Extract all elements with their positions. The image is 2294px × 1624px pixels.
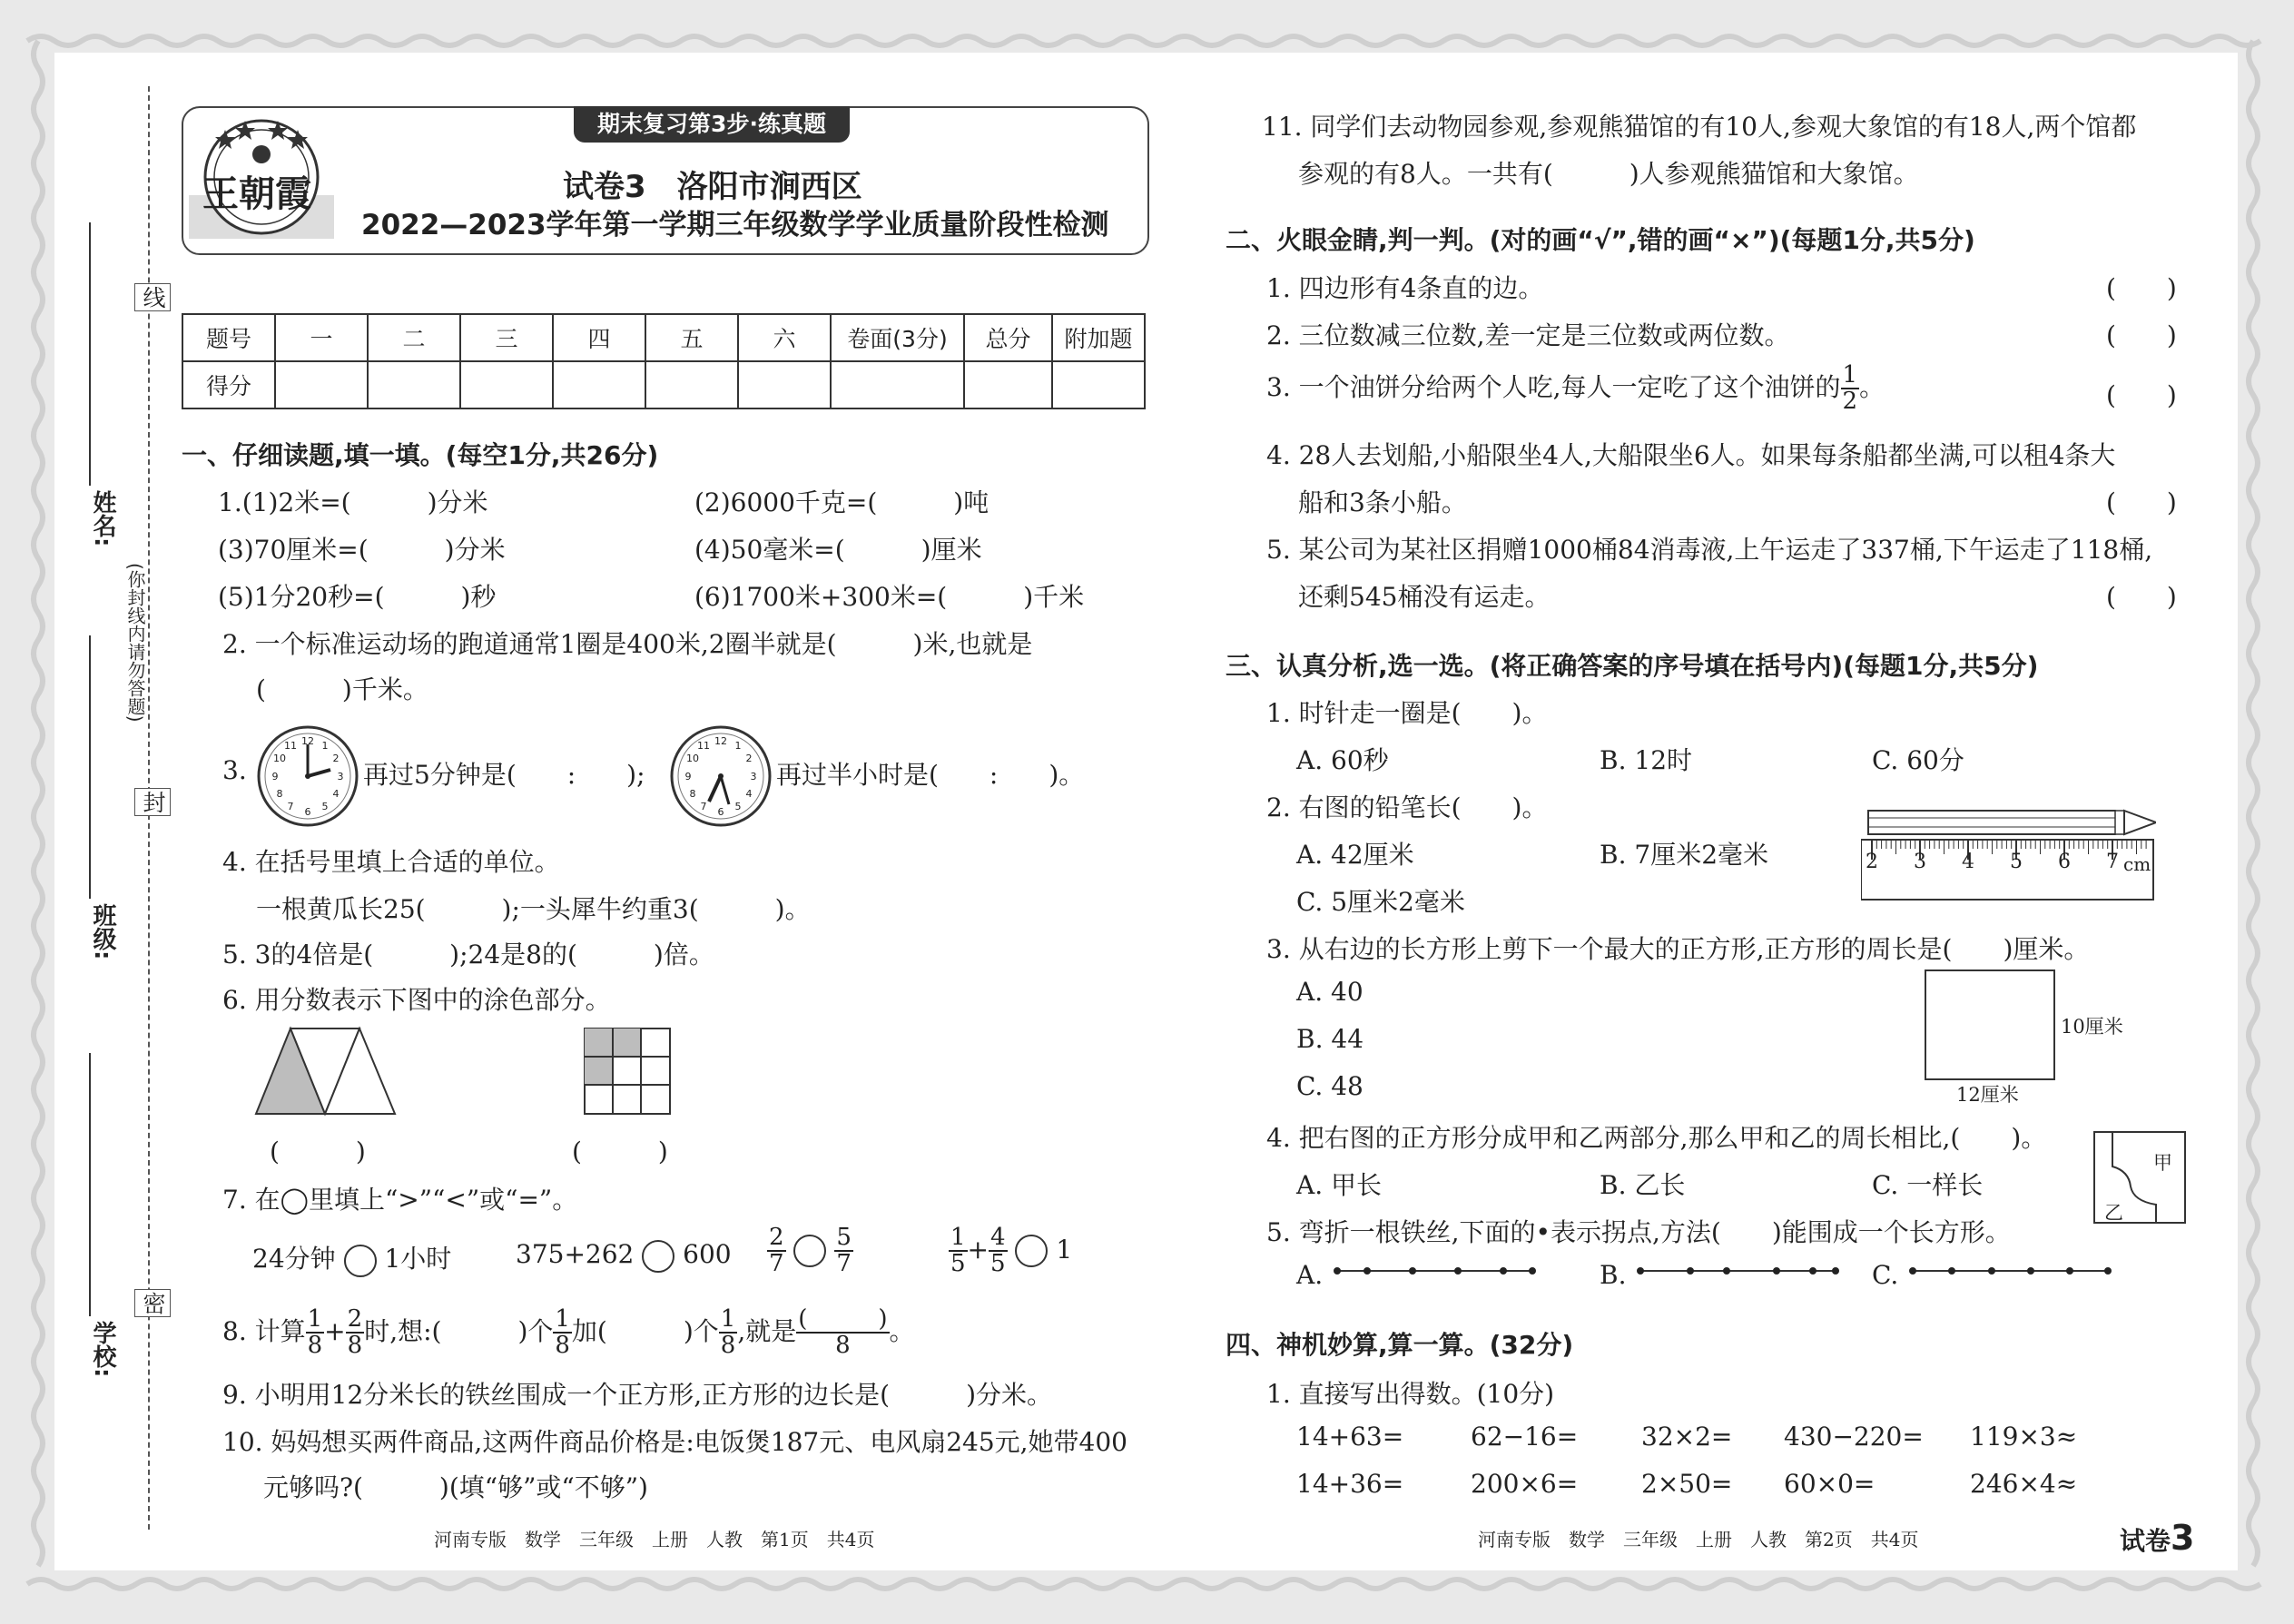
fraction: $\frac{2}{8}$ [347, 1305, 363, 1360]
ruler-label: 2 [1866, 851, 1878, 873]
gutter-mi: 密 [134, 1289, 171, 1317]
s1-q8-a: 8. 计算 [222, 1315, 306, 1346]
s1-q8-d: ,就是 [737, 1315, 797, 1346]
calc-item: 200×6= [1471, 1469, 1579, 1499]
svg-text:2: 2 [745, 753, 753, 764]
s1-q10-line2: 元够吗?( )(填“够”或“不够”) [263, 1472, 648, 1502]
s1-q4-body: 一根黄瓜长25( );一头犀牛约重3( )。 [256, 894, 811, 924]
s1-q7-c [767, 1225, 853, 1277]
svg-text:1: 1 [734, 740, 742, 752]
answer-paren[interactable]: ( ) [2106, 273, 2177, 303]
s1-q7-a [252, 1239, 451, 1277]
s3-q4-a: A. 甲长 [1296, 1170, 1383, 1200]
fraction: $\frac{1}{8}$ [307, 1305, 323, 1360]
s1-q6-blank-a: ( ) [270, 1137, 366, 1166]
clock-b-icon [669, 724, 773, 829]
s1-q1-f: (6)1700米+300米=( )千米 [694, 582, 1085, 612]
svg-text:5: 5 [734, 801, 742, 812]
s1-q8 [222, 1307, 915, 1359]
school-label: 学校: [89, 1321, 116, 1378]
calc-item: 14+36= [1296, 1469, 1404, 1499]
ruler-label: 7 [2106, 851, 2119, 873]
fraction: $\frac{1}{8}$ [720, 1305, 736, 1360]
section1-title: 一、仔细读题,填一填。(每空1分,共26分) [182, 440, 659, 470]
s1-q7-d-right: 1 [1056, 1234, 1073, 1265]
score-row-label: 得分 [182, 361, 275, 408]
name-line [89, 222, 91, 486]
score-header-cell: 四 [553, 314, 645, 361]
s1-q7-b-left: 375+262 [516, 1239, 635, 1269]
wire-option-a [1333, 1262, 1537, 1280]
wire-option-b [1636, 1262, 1840, 1280]
s1-q3-b: 再过半小时是( : )。 [776, 760, 1085, 790]
s3-q2-a: A. 42厘米 [1296, 840, 1414, 870]
s2-q5-line1: 5. 某公司为某社区捐赠1000桶84消毒液,上午运走了337桶,下午运走了118桶, [1266, 535, 2153, 565]
name-label: 姓名: [89, 490, 116, 547]
s1-q10-line1: 10. 妈妈想买两件商品,这两件商品价格是:电饭煲187元、电风扇245元,她带400 [222, 1427, 1127, 1457]
score-header-cell: 卷面(3分) [831, 314, 964, 361]
fraction: $\frac{4}{5}$ [990, 1224, 1006, 1278]
trapezoid-figure [254, 1026, 399, 1117]
s1-q11-line1: 11. 同学们去动物园参观,参观熊猫馆的有10人,参观大象馆的有18人,两个馆都 [1262, 112, 2137, 142]
answer-paren[interactable]: ( ) [2106, 582, 2177, 612]
class-line [89, 635, 91, 899]
s1-q5: 5. 3的4倍是( );24是8的( )倍。 [222, 940, 714, 969]
gutter-feng: 封 [134, 788, 171, 816]
s3-q1-c: C. 60分 [1872, 745, 1964, 775]
score-cell[interactable] [1052, 361, 1145, 408]
s3-q5-b: B. [1600, 1260, 1627, 1290]
fraction: $\frac{( )}{8}$ [798, 1305, 888, 1360]
score-cell[interactable] [275, 361, 368, 408]
s1-q3-num: 3. [222, 755, 247, 785]
s1-q7-a-left: 24分钟 [252, 1244, 336, 1274]
svg-text:3: 3 [337, 771, 344, 782]
fraction: $\frac{2}{7}$ [769, 1224, 784, 1278]
grid-figure [583, 1027, 672, 1116]
svg-text:11: 11 [697, 740, 710, 752]
s2-q3 [1266, 363, 1885, 415]
s1-q7-b-right: 600 [683, 1239, 732, 1269]
s1-q1-c: (3)70厘米=( )分米 [218, 535, 506, 565]
svg-text:8: 8 [689, 788, 696, 800]
fraction: $\frac{1}{5}$ [950, 1224, 966, 1278]
s3-q2-b: B. 7厘米2毫米 [1600, 840, 1769, 870]
score-cell[interactable] [831, 361, 964, 408]
compare-circle[interactable] [1015, 1235, 1048, 1267]
score-header-cell: 六 [738, 314, 831, 361]
calc-item: 62−16= [1471, 1422, 1579, 1452]
header-tag: 期末复习第3步·练真题 [574, 106, 850, 143]
score-header-cell: 二 [368, 314, 460, 361]
s1-q6-blank-b: ( ) [572, 1137, 668, 1166]
s2-q2: 2. 三位数减三位数,差一定是三位数或两位数。 [1266, 320, 1790, 350]
svg-text:5: 5 [321, 801, 329, 812]
calc-item: 2×50= [1641, 1469, 1733, 1499]
svg-text:9: 9 [684, 771, 692, 782]
s3-q2: 2. 右图的铅笔长( )。 [1266, 792, 1548, 822]
exam-subtitle: 2022—2023学年第一学期三年级数学学业质量阶段性检测 [361, 209, 1109, 241]
svg-text:7: 7 [700, 801, 707, 812]
calc-item: 246×4≈ [1970, 1469, 2078, 1499]
s3-q1-a: A. 60秒 [1296, 745, 1389, 775]
footer-left: 河南专版 数学 三年级 上册 人教 第1页 共4页 [434, 1529, 875, 1550]
class-label: 班级: [89, 903, 116, 960]
ruler-label: 4 [1962, 851, 1974, 873]
section2-title: 二、火眼金睛,判一判。(对的画“√”,错的画“×”)(每题1分,共5分) [1226, 225, 1975, 255]
score-cell[interactable] [645, 361, 738, 408]
s2-q4-line1: 4. 28人去划船,小船限坐4人,大船限坐6人。如果每条船都坐满,可以租4条大 [1266, 440, 2116, 470]
s1-q7-a-right: 1小时 [384, 1244, 452, 1274]
answer-paren[interactable]: ( ) [2106, 380, 2177, 410]
svg-text:1: 1 [321, 740, 329, 752]
svg-text:3: 3 [750, 771, 757, 782]
s1-q1-e: (5)1分20秒=( )秒 [218, 582, 497, 612]
calc-item: 14+63= [1296, 1422, 1404, 1452]
jia-label: 甲 [2153, 1152, 2172, 1174]
rect-height-label: 10厘米 [2061, 1016, 2123, 1038]
svg-text:2: 2 [332, 753, 340, 764]
s1-q9: 9. 小明用12分米长的铁丝围成一个正方形,正方形的边长是( )分米。 [222, 1380, 1052, 1410]
s1-q7-d: $\frac{1}{5}$ + $\frac{4}{5}$ 1 [950, 1224, 1073, 1278]
score-cell[interactable] [553, 361, 645, 408]
score-header-cell: 三 [460, 314, 553, 361]
compare-circle[interactable] [642, 1240, 674, 1273]
s3-q1-b: B. 12时 [1600, 745, 1693, 775]
calc-item: 119×3≈ [1970, 1422, 2078, 1452]
score-cell[interactable] [368, 361, 460, 408]
answer-paren[interactable]: ( ) [2106, 487, 2177, 517]
s1-q8-e: 。 [889, 1315, 915, 1346]
ruler-label: 5 [2010, 851, 2023, 873]
score-cell[interactable] [460, 361, 553, 408]
plus-sign: + [324, 1315, 346, 1346]
s1-q1-b: (2)6000千克=( )吨 [694, 487, 989, 517]
paper-number: 3 [2171, 1518, 2195, 1558]
score-header-cell: 总分 [964, 314, 1052, 361]
score-header-cell: 一 [275, 314, 368, 361]
score-cell[interactable] [738, 361, 831, 408]
footer-right: 河南专版 数学 三年级 上册 人教 第2页 共4页 [1478, 1529, 1919, 1550]
svg-text:8: 8 [276, 788, 283, 800]
section3-title: 三、认真分析,选一选。(将正确答案的序号填在括号内)(每题1分,共5分) [1226, 651, 2039, 681]
s3-q5-a: A. [1296, 1260, 1324, 1290]
logo-text: 王朝霞 [202, 172, 311, 215]
paper-label [2120, 1518, 2194, 1558]
ruler-label: 6 [2058, 851, 2071, 873]
s3-q4: 4. 把右图的正方形分成甲和乙两部分,那么甲和乙的周长相比,( )。 [1266, 1123, 2047, 1153]
s3-q3-b: B. 44 [1296, 1024, 1364, 1054]
s1-q2-line2: ( )千米。 [256, 674, 428, 704]
s1-q3-a: 再过5分钟是( : ); [363, 760, 645, 790]
answer-paren[interactable]: ( ) [2106, 320, 2177, 350]
s4-q1: 1. 直接写出得数。(10分) [1266, 1379, 1555, 1409]
s3-q3-c: C. 48 [1296, 1071, 1364, 1101]
s1-q8-b: 时,想:( )个 [364, 1315, 554, 1346]
svg-text:12: 12 [301, 735, 314, 747]
score-header-row [182, 314, 1145, 361]
svg-text:6: 6 [717, 806, 724, 818]
s1-q1-a: 1.(1)2米=( )分米 [218, 487, 488, 517]
fraction: $\frac{5}{7}$ [836, 1224, 852, 1278]
ruler-label: 3 [1914, 851, 1926, 873]
exam-title: 试卷3 洛阳市涧西区 [563, 169, 862, 205]
yi-label: 乙 [2104, 1202, 2123, 1224]
score-row [182, 361, 1145, 408]
s3-q3-a: A. 40 [1296, 977, 1364, 1007]
compare-circle[interactable] [793, 1235, 826, 1267]
s2-q4-line2: 船和3条小船。 [1298, 487, 1467, 517]
svg-text:10: 10 [686, 753, 699, 764]
paper-label-text: 试卷 [2120, 1526, 2171, 1556]
fraction: $\frac{1}{8}$ [555, 1305, 570, 1360]
wire-option-c [1908, 1262, 2112, 1280]
s1-q4-title: 4. 在括号里填上合适的单位。 [222, 847, 560, 877]
s3-q2-c: C. 5厘米2毫米 [1296, 887, 1465, 917]
fraction: $\frac{1}{2}$ [1842, 361, 1858, 416]
section4-title: 四、神机妙算,算一算。(32分) [1226, 1330, 1574, 1360]
score-table [182, 313, 1146, 409]
calc-item: 32×2= [1641, 1422, 1733, 1452]
svg-text:10: 10 [273, 753, 286, 764]
svg-text:7: 7 [287, 801, 294, 812]
school-line [89, 1053, 91, 1316]
s3-q1: 1. 时针走一圈是( )。 [1266, 698, 1548, 728]
s3-q3: 3. 从右边的长方形上剪下一个最大的正方形,正方形的周长是( )厘米。 [1266, 934, 2090, 964]
s1-q1-d: (4)50毫米=( )厘米 [694, 535, 982, 565]
calc-item: 60×0= [1784, 1469, 1876, 1499]
rect-width-label: 12厘米 [1956, 1084, 2019, 1106]
score-header-cell: 题号 [182, 314, 275, 361]
score-header-cell: 五 [645, 314, 738, 361]
s1-q7: 7. 在◯里填上“>”“<”或“=”。 [222, 1185, 578, 1215]
s1-q2-line1: 2. 一个标准运动场的跑道通常1圈是400米,2圈半就是( )米,也就是 [222, 629, 1033, 659]
svg-text:11: 11 [284, 740, 297, 752]
s2-q3-end: 。 [1859, 371, 1885, 402]
s1-q6: 6. 用分数表示下图中的涂色部分。 [222, 985, 611, 1015]
s3-q5-c: C. [1872, 1260, 1899, 1290]
clock-a-icon [256, 724, 360, 829]
svg-text:12: 12 [714, 735, 727, 747]
s1-q11-line2: 参观的有8人。一共有( )人参观熊猫馆和大象馆。 [1298, 159, 1919, 189]
svg-text:4: 4 [745, 788, 753, 800]
calc-item: 430−220= [1784, 1422, 1924, 1452]
svg-text:4: 4 [332, 788, 340, 800]
svg-text:9: 9 [271, 771, 279, 782]
s2-q3-text: 3. 一个油饼分给两个人吃,每人一定吃了这个油饼的 [1266, 371, 1841, 402]
s3-q4-b: B. 乙长 [1600, 1170, 1686, 1200]
gutter-xian: 线 [134, 283, 171, 311]
svg-text:6: 6 [304, 806, 311, 818]
rectangle-figure [1925, 969, 2055, 1080]
s3-q5: 5. 弯折一根铁丝,下面的•表示拐点,方法( )能围成一个长方形。 [1266, 1217, 2011, 1247]
compare-circle[interactable] [344, 1245, 377, 1277]
score-header-cell: 附加题 [1052, 314, 1145, 361]
score-cell[interactable] [964, 361, 1052, 408]
s1-q7-b [516, 1239, 732, 1273]
s1-q8-c: 加( )个 [571, 1315, 719, 1346]
gutter-warning: (你封线内请勿答题) [124, 563, 146, 723]
ruler-unit: cm [2123, 853, 2151, 875]
s3-q4-c: C. 一样长 [1872, 1170, 1984, 1200]
s2-q5-line2: 还剩545桶没有运走。 [1298, 582, 1551, 612]
s2-q1: 1. 四边形有4条直的边。 [1266, 273, 1544, 303]
